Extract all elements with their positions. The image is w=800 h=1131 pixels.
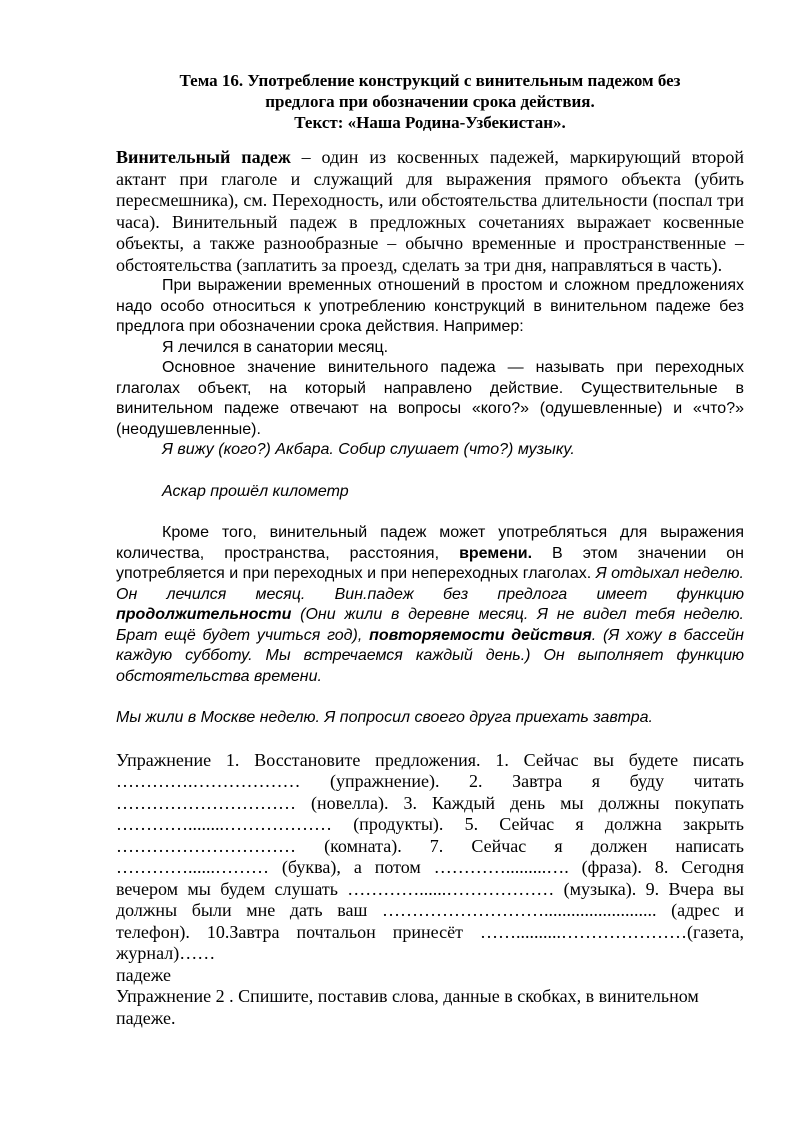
example-sanatorium: Я лечился в санатории месяц.	[162, 338, 389, 356]
temporal-relations-paragraph: При выражении временных отношений в простом и сложном предложениях надо особо относиться к употреблению конструкций в винительном падеже без предлога при обозначении срока действия. Например:	[116, 277, 744, 335]
tf-text-c: В этом значении он употребляется и при переходных и при непереходных глаголах.	[116, 544, 744, 582]
example-questions-text: Я вижу (кого?) Акбара. Собир слушает (что?) музыку.	[162, 441, 575, 458]
exercise-2: Упражнение 2 . Спишите, поставив слова, данные в скобках, в винительном падеже.	[116, 986, 699, 1028]
document-page	[116, 70, 744, 1029]
tf-bold-repetition: повторяемости действия	[369, 626, 592, 644]
stray-word: падеже	[116, 964, 171, 985]
tf-bold-time: времени.	[459, 544, 533, 562]
example-questions	[116, 440, 744, 461]
spacer	[116, 502, 744, 523]
document-title	[116, 70, 744, 133]
spacer	[116, 729, 744, 750]
tf-italic-f: (Они жили в деревне месяц. Я не видел тебя неделю. Брат ещё будет учиться год),	[116, 606, 744, 644]
title-line-1: Тема 16. Употребление конструкций с винительным падежом без	[179, 71, 681, 90]
time-function-paragraph	[116, 523, 744, 687]
tf-text-a: Кроме того, винительный падеж может употребляться для выражения количества, пространства, расстояния,	[116, 524, 744, 562]
exercise-1: Упражнение 1. Восстановите предложения. 1. Сейчас вы будете писать ………….……………… (упражнение). 2. Завтра я буду читать ………………………… (новелла). 3. Каждый день мы должны покупать …………........……………… (продукты). 5. Сейчас я должна закрыть ………………………… (комната). 7. Сейчас я должен написать …………......……… (буква), а потом ………….........…. (фраза). 8. Сегодня вечером мы будем слушать …………......……………… (музыка). 9. Вчера вы должны были мне дать ваш ………………………......................... (адрес и телефон). 10.Завтра почтальон принесёт ……..........…………………(газета, журнал)……	[116, 749, 744, 963]
spacer	[116, 687, 744, 708]
example-kilometer-text: Аскар прошёл километр	[162, 482, 349, 500]
example-moscow	[116, 708, 744, 729]
title-line-2: предлога при обозначении срока действия.	[265, 92, 595, 111]
definition-text: – один из косвенных падежей, маркирующий второй актант при глаголе и служащий для выражения прямого объекта (убить пересмешника), см. Переходность, или обстоятельства длительности (поспал три часа). Винительный падеж в предложных сочетаниях выражает косвенные объекты, а также разнообразные – обычно временные и пространственные – обстоятельства (заплатить за проезд, сделать за три дня, направляться в часть).	[116, 147, 744, 275]
term-accusative: Винительный падеж	[116, 147, 291, 167]
example-kilometer	[162, 482, 744, 503]
definition-paragraph	[116, 147, 744, 276]
spacer	[116, 461, 744, 482]
tf-bold-duration: продолжительности	[116, 606, 292, 623]
tf-italic-h: . (Я хожу в бассейн каждую субботу. Мы встречаемся каждый день.) Он выполняет функцию обстоятельства времени.	[116, 626, 744, 685]
example-moscow-text: Мы жили в Москве неделю. Я попросил своего друга приехать завтра.	[116, 709, 653, 726]
tf-italic-d: Я отдыхал неделю. Он лечился месяц. Вин.падеж без предлога имеет функцию	[116, 565, 744, 603]
title-line-3: Текст: «Наша Родина-Узбекистан».	[294, 113, 566, 132]
main-meaning-paragraph: Основное значение винительного падежа — называть при переходных глаголах объект, на который направлено действие. Существительные в винительном падеже отвечают на вопросы «кого?» (одушевленные) и «что?» (неодушевленные).	[116, 359, 744, 438]
